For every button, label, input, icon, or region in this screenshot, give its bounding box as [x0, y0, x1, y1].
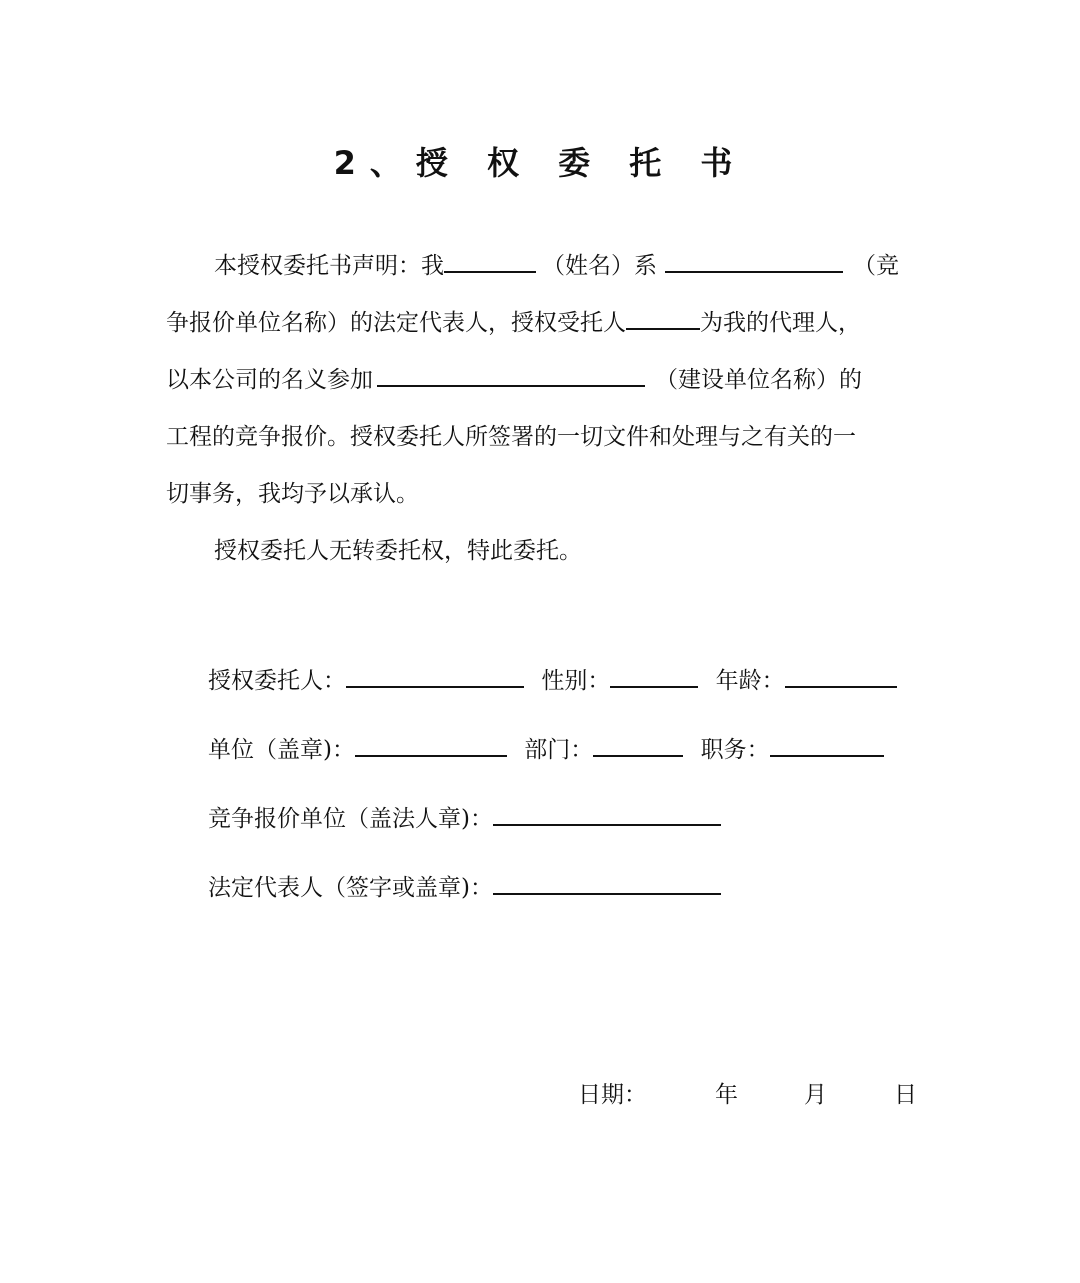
- text: 以本公司的名义参加: [166, 367, 373, 393]
- agent-label: 授权委托人：: [208, 668, 346, 694]
- unit-row: [208, 731, 884, 764]
- bidder-name-blank[interactable]: [665, 249, 843, 273]
- legal-rep-field[interactable]: [493, 871, 721, 895]
- unit-label: 单位（盖章)：: [208, 737, 355, 763]
- document-title: 2、授 权 委 托 书: [333, 144, 747, 182]
- text: （建设单位名称）的: [655, 367, 862, 393]
- text: （姓名）系: [542, 253, 657, 279]
- agent-row: [208, 662, 897, 695]
- gender-field[interactable]: [610, 664, 698, 688]
- trustee-blank[interactable]: [626, 306, 700, 330]
- age-field[interactable]: [785, 664, 897, 688]
- position-label: 职务：: [700, 737, 770, 763]
- bidder-row: [208, 800, 721, 833]
- date-label: 日期：: [578, 1082, 647, 1108]
- declaration-paragraph: [166, 238, 916, 580]
- position-field[interactable]: [770, 733, 884, 757]
- dept-label: 部门：: [524, 737, 594, 763]
- date-month: 月: [804, 1082, 827, 1108]
- para-line-5: 切事务，我均予以承认。: [166, 481, 419, 507]
- name-blank[interactable]: [444, 249, 536, 273]
- para-line-1: [166, 238, 916, 295]
- para-line-3: [166, 352, 916, 409]
- unit-field[interactable]: [355, 733, 507, 757]
- legal-rep-label: 法定代表人（签字或盖章)：: [208, 875, 493, 901]
- text: 本授权委托书声明：我: [214, 253, 444, 279]
- para-line-6: 授权委托人无转委托权，特此委托。: [214, 538, 582, 564]
- dept-field[interactable]: [593, 733, 683, 757]
- bidder-field[interactable]: [493, 802, 721, 826]
- para-line-2: [166, 295, 916, 352]
- date-year: 年: [715, 1082, 738, 1108]
- bidder-label: 竞争报价单位（盖法人章)：: [208, 806, 493, 832]
- legal-rep-row: [208, 869, 721, 902]
- text: 为我的代理人，: [700, 310, 861, 336]
- para-line-4: 工程的竞争报价。授权委托人所签署的一切文件和处理与之有关的一: [166, 424, 856, 450]
- text: 争报价单位名称）的法定代表人，授权受托人: [166, 310, 626, 336]
- project-blank[interactable]: [377, 363, 645, 387]
- gender-label: 性别：: [541, 668, 611, 694]
- agent-field[interactable]: [346, 664, 524, 688]
- date-day: 日: [894, 1082, 917, 1108]
- text: （竞: [853, 253, 899, 279]
- age-label: 年龄：: [715, 668, 785, 694]
